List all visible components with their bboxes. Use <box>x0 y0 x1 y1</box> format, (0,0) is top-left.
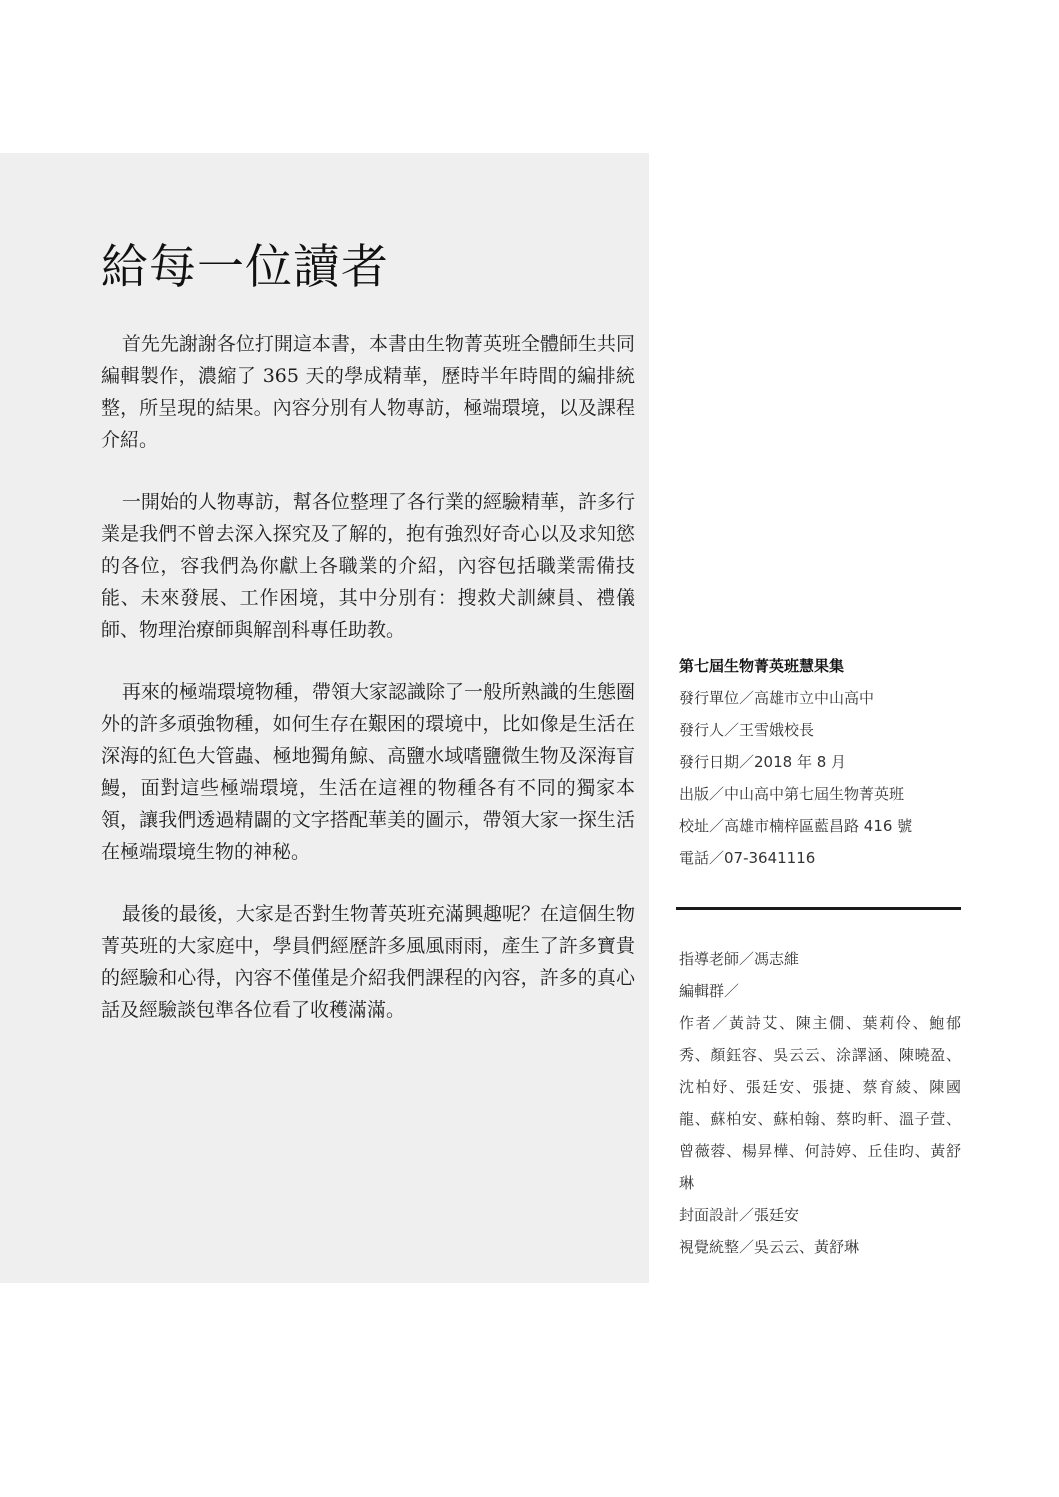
credits <box>679 943 961 1263</box>
paragraph: 首先先謝謝各位打開這本書，本書由生物菁英班全體師生共同編輯製作，濃縮了 365 天的學成精華，歷時半年時間的編排統整，所呈現的結果。內容分別有人物專訪，極端環境，以及課程介紹。 <box>101 333 635 451</box>
page-title: 給每一位讀者 <box>101 240 389 295</box>
divider <box>676 907 961 910</box>
editorial-team: 編輯群／ <box>679 982 740 1000</box>
authors: 作者／黃詩艾、陳主僩、葉莉伶、鮑郁秀、顏鈺容、吳云云、涂譯涵、陳曉盈、沈柏妤、張廷安、張捷、蔡育綾、陳國龍、蘇柏安、蘇柏翰、蔡昀軒、溫子萱、曾薇蓉、楊昇樺、何詩婷、丘佳昀、黃舒琳 <box>679 1014 961 1192</box>
paragraph: 再來的極端環境物種，帶領大家認識除了一般所熟識的生態圈外的許多頑強物種，如何生存在艱困的環境中，比如像是生活在深海的紅色大管蟲、極地獨角鯨、高鹽水域嗜鹽微生物及深海盲鰻，面對這些極端環境，生活在這裡的物種各有不同的獨家本領，讓我們透過精闢的文字搭配華美的圖示，帶領大家一探生活在極端環境生物的神秘。 <box>101 681 635 863</box>
visual-integration: 視覺統整／吳云云、黃舒琳 <box>679 1238 860 1256</box>
advisor: 指導老師／馮志維 <box>679 950 800 968</box>
publication-info <box>679 650 969 874</box>
intro-body <box>101 328 635 1056</box>
paragraph: 一開始的人物專訪，幫各位整理了各行業的經驗精華，許多行業是我們不曾去深入探究及了解的，抱有強烈好奇心以及求知慾的各位，容我們為你獻上各職業的介紹，內容包括職業需備技能、未來發展、工作困境，其中分別有：搜救犬訓練員、禮儀師、物理治療師與解剖科專任助教。 <box>101 491 635 641</box>
publication-title: 第七屆生物菁英班慧果集 <box>679 657 845 675</box>
phone-number: 電話／07-3641116 <box>679 849 816 867</box>
school-address: 校址／高雄市楠梓區藍昌路 416 號 <box>679 817 913 835</box>
publish-date: 發行日期／2018 年 8 月 <box>679 753 847 771</box>
paragraph: 最後的最後，大家是否對生物菁英班充滿興趣呢？在這個生物菁英班的大家庭中，學員們經歷許多風風雨雨，產生了許多寶貴的經驗和心得，內容不僅僅是介紹我們課程的內容，許多的真心話及經驗談包準各位看了收穫滿滿。 <box>101 903 635 1021</box>
publisher-unit: 發行單位／高雄市立中山高中 <box>679 689 875 707</box>
cover-design: 封面設計／張廷安 <box>679 1206 800 1224</box>
publishing-house: 出版／中山高中第七屆生物菁英班 <box>679 785 905 803</box>
publisher: 發行人／王雪娥校長 <box>679 721 815 739</box>
